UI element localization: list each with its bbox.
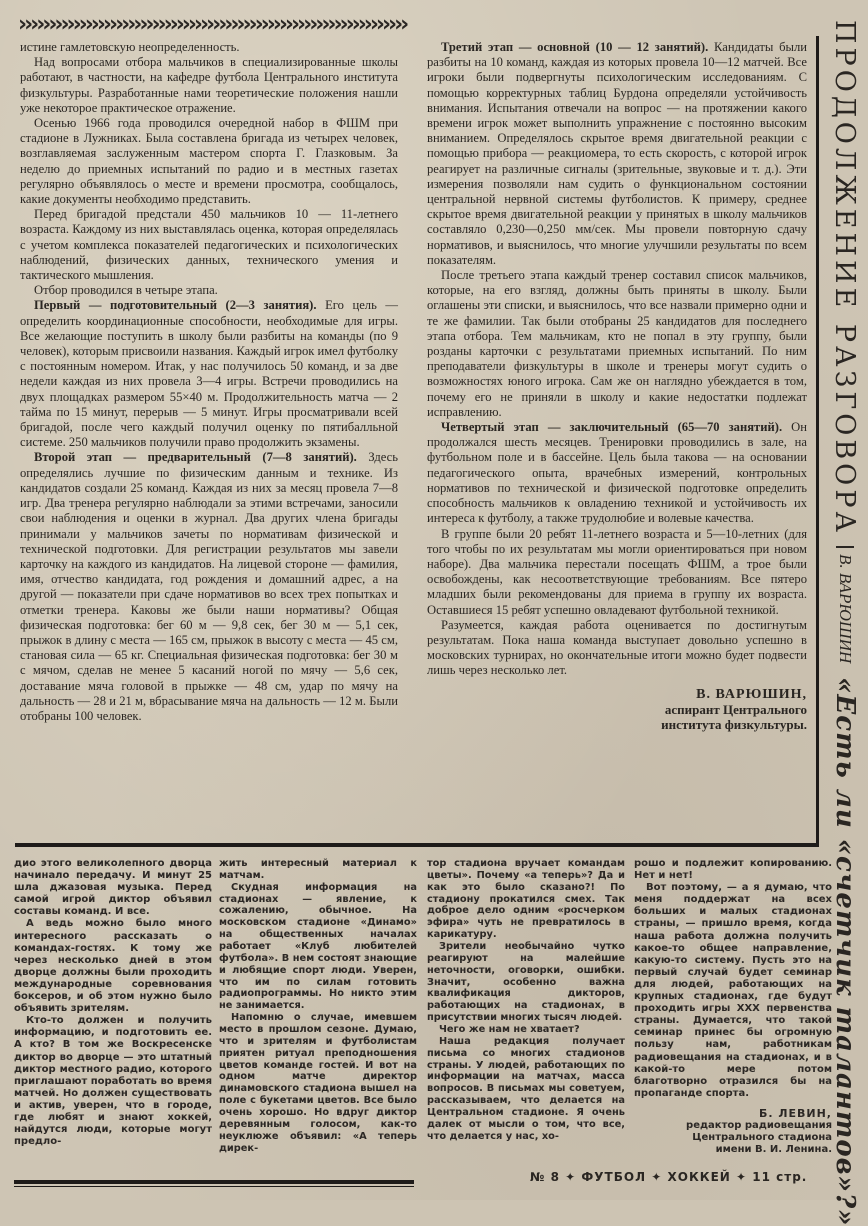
footer-rule-thin — [14, 1186, 414, 1187]
bottom-column-2 — [219, 858, 417, 1154]
bottom-column-3 — [427, 858, 625, 1143]
paragraph-text: жить интересный материал к матчам. — [219, 858, 417, 881]
paragraph — [20, 298, 398, 450]
paragraph — [427, 858, 625, 941]
paragraph — [14, 858, 212, 918]
article-column-right — [427, 40, 807, 732]
paragraph-text: Зрители необычайно чутко реагируют на малейшие неточности, оговорки, ошибки. Значит, особенно важна квалификация дикторов, работающих на стадионах, в присутствии многих тысяч людей. — [427, 941, 625, 1024]
bottom-column-1 — [14, 858, 212, 1148]
paragraph — [634, 858, 832, 882]
article-signature — [427, 687, 807, 732]
bottom-signature — [634, 1108, 832, 1156]
paragraph-lead: Первый — подготовительный (2—3 занятия). — [34, 298, 317, 313]
paragraph-text: Наша редакция получает письма со многих стадионов страны. У людей, работающих по информации на матчах, масса вопросов. В письмах мы советуем, рассказываем, что делается на Центральном стадионе. Я очень далек от мысли о том, что все, что делается у нас, хо- — [427, 1035, 625, 1142]
paragraph-text: Разумеется, каждая работа оценивается по достигнутым результатам. Пока наша команда выступает довольно успешно в московских турнирах, но окончательные итоги можно будет подвести лишь через несколько лет. — [427, 617, 807, 678]
rubric-author: В. ВАРЮШИН — [836, 546, 854, 663]
paragraph — [20, 283, 398, 298]
article-column-left — [20, 40, 398, 724]
paragraph — [219, 858, 417, 882]
paragraph-lead: Третий этап — основной (10 — 12 занятий). — [441, 40, 709, 54]
paragraph — [427, 1024, 625, 1036]
author-role-line1: аспирант Центрального — [664, 701, 807, 717]
paragraph-text: Осенью 1966 года проводился очередной набор в ФШМ при стадионе в Лужниках. Была составлена бригада из четырех человек, возглавляемая заслуженным мастером спорта Г. Глазковым. За неделю до приемных испытаний по радио и в местных газетах регулярно объявлялось о месте и времени просмотра, сообщалось, какие документы необходимо представить. — [20, 116, 398, 207]
paragraph-text: рошо и подлежит копированию. Нет и нет! — [634, 858, 832, 882]
bottom-author-name: Б. ЛЕВИН, — [758, 1106, 832, 1120]
paragraph-lead: Второй этап — предварительный (7—8 занятий). — [34, 450, 357, 465]
footer-separator-icon: ✦ — [565, 1170, 577, 1184]
paragraph-text: Над вопросами отбора мальчиков в специализированные школы работают, в частности, на кафедре футбола Центрального института физкультуры. Разработанные нами теоретические положения нашли уже некоторое практическое отражение. — [20, 55, 398, 115]
paragraph-text: Перед бригадой предстали 450 мальчиков 10 — 11-летнего возраста. Каждому из них выставлялась оценка, которая определялась с учетом комплекса показателей педагогических и психологических наблюдений, физических данных, технического умения и тактического мышления. — [20, 207, 398, 283]
paragraph-text: дио этого великолепного дворца начинало передачу. И минут 25 шла джазовая музыка. Перед самой игрой диктор объявил составы команд. И все. — [14, 858, 212, 918]
rubric-title: ПРОДОЛЖЕНИЕ РАЗГОВОРА — [829, 20, 861, 536]
paragraph-text: Его цель — определить координационные способности, необходимые для игры. Все желающие поступить в школу были разбиты на команды (по 9 человек), которым присвоили названия. Каждый игрок имел футболку с постоянным номером. Итак, у нас получилось 50 команд, и за две недели каждая из них провела 3—4 игры. Встречи проводились на двух площадках размером 55×40 м. Продолжительность матча — 2 тайма по 15 минут, перерыв — 5 минут. Игры просматривали всей бригадой, после чего каждый получил оценку по пятибалльной системе. 250 мальчиков получили право продолжить экзамены. — [20, 298, 398, 450]
bottom-column-4 — [634, 858, 832, 1156]
paragraph — [219, 882, 417, 1012]
paragraph — [219, 1012, 417, 1154]
footer-separator-icon: ✦ — [651, 1170, 663, 1184]
paragraph-text: Скудная информация на стадионах — явление, к сожалению, обычное. На московском стадионе «Динамо» на общественных началах работает «Клуб любителей футбола». В нем состоят знающие и любящие спорт люди. Уверен, что им по силам готовить радиопрограммы. Но никто этим не занимается. — [219, 881, 417, 1012]
paragraph-text: Кто-то должен и получить информацию, и подготовить ее. А кто? В том же Воскресенске диктор во дворце — это штатный диктор местного радио, которого приглашают поработать во время матчей. Но должен существовать и актив, уверен, что в городе, где любят и знают хоккей, найдутся люди, которые могут предло- — [14, 1015, 212, 1148]
paragraph — [14, 1015, 212, 1148]
paragraph-text: тор стадиона вручает командам цветы». Почему «а теперь»? Да и как это было сказано?! По стадиону прокатился смех. Так доброе дело одним «росчерком эфира» чуть не превратилось в карикатуру. — [427, 858, 625, 941]
author-role-line2: института физкультуры. — [661, 716, 807, 732]
page-footer — [530, 1170, 815, 1184]
paragraph-text: Он продолжался шесть месяцев. Тренировки проводились в зале, на футбольном поле и в бассейне. Цель была такова — на основании педагогического опыта, врачебных измерений, контрольных нормативов по технической и физической подготовке определить способность мальчиков к овладению техникой и устойчивость их интереса к футболу, а также трудолюбие и волевые качества. — [427, 420, 808, 526]
paragraph-text: В группе были 20 ребят 11-летнего возраста и 5—10-летних (для того чтобы по их результатам мы могли ориентироваться при новом наборе). Два мальчика перестали посещать ФШМ, а трое были освобождены, как несоответствующие требованиям. Все пятеро младших были рекомендованы для приема в группу их возраста. Оставшиеся 15 ребят успешно овладевают футбольной техникой. — [427, 526, 807, 617]
paragraph — [427, 1036, 625, 1143]
paragraph — [427, 268, 807, 420]
issue-number: № 8 — [530, 1170, 560, 1184]
paragraph-text: Чего же нам не хватает? — [439, 1024, 580, 1036]
paragraph — [427, 40, 807, 268]
author-name: В. ВАРЮШИН, — [696, 686, 807, 702]
bottom-author-line2: Центрального стадиона — [692, 1131, 832, 1143]
paragraph — [634, 882, 832, 1100]
paragraph-text: Отбор проводился в четыре этапа. — [34, 283, 218, 298]
paragraph-text: истине гамлетовскую неопределенность. — [20, 40, 240, 54]
paragraph — [20, 55, 398, 116]
footer-rule — [14, 1180, 414, 1184]
paragraph — [20, 40, 398, 55]
page-number: 11 стр. — [752, 1170, 808, 1184]
paragraph-text: Кандидаты были разбиты на 10 команд, каждая из которых провела 10—12 матчей. Все игроки были подвергнуты психологическим исследованиям. С помощью корректурных таблиц Бурдона определяли устойчивость внимания. Испытания отвечали на вопрос — на протяжении какого времени игрок может выполнить упражнение с постоянно высоким вниманием. Определялось скрытое время двигательной реакции с помощью прибора — реакциомера, то есть скорость, с которой игрок реагирует на различные сигналы (зрительные, звуковые и т. д.). Эти измерения позволяли нам судить о функциональном состоянии центральной нервной системы футболистов. К примеру, среднее скрытое время двигательной реакции у принятых в школу мальчиков составляло 0,230—0,250 мм/сек. Мы провели повторную сдачу нормативов, и выяснилось, что многие улучшили результаты по всем показателям. — [427, 40, 807, 267]
article-column-right-body — [427, 40, 807, 679]
horizontal-divider — [15, 843, 819, 847]
bottom-column-4-body — [634, 858, 832, 1100]
paragraph-text: А ведь можно было много интересного рассказать о командах-гостях. К тому же через несколько дней в этом дворце должны были проходить международные соревнования боксеров, и об этом нужно было объявить зрителям. — [14, 918, 212, 1015]
footer-section-football: ФУТБОЛ — [581, 1170, 647, 1184]
paragraph — [427, 941, 625, 1024]
vertical-divider — [816, 36, 819, 843]
paragraph — [20, 116, 398, 207]
bottom-author-line1: редактор радиовещания — [686, 1119, 832, 1131]
paragraph — [14, 918, 212, 1015]
footer-section-hockey: ХОККЕЙ — [667, 1170, 731, 1184]
footer-separator-icon: ✦ — [736, 1170, 748, 1184]
paragraph-lead: Четвертый этап — заключительный (65—70 занятий). — [441, 420, 783, 435]
paragraph-text: После третьего этапа каждый тренер составил список мальчиков, которые, на его взгляд, должны быть приняты в школу. Были оглашены эти списки, и выяснилось, что все назвали примерно одни и те же фамилии. Так были отобраны 25 кандидатов для последнего этапа отбора. Тем мальчикам, кто не попал в эту группу, были розданы карточки с результатами приемных испытаний. По ним преподаватели физкультуры в школе и тренеры могут судить о возможностях юного игрока. Сам же он наглядно убеждается в том, почему его не приняли в школу и какие недостатки подлежат исправлению. — [427, 268, 807, 419]
bottom-author-line3: имени В. И. Ленина. — [715, 1143, 832, 1155]
paragraph — [427, 618, 807, 679]
chevron-border-decoration: ›››››››››››››››››››››››››››››››››››››››››››››››››››››››››››››››› — [18, 14, 407, 36]
paragraph-text: Напомню о случае, имевшем место в прошлом сезоне. Думаю, что и зрителям и футболистам приятен ритуал преподношения цветов команде гостей. И вот на одном матче директор динамовского стадиона вышел на поле с букетами цветов. Все было очень хорошо. Но вдруг диктор деревянным голосом, как-то неуклюже объявил: «А теперь дирек- — [219, 1012, 417, 1154]
article-headline: «Есть ли «счетчик талантов»?» — [830, 677, 860, 1226]
paragraph-text: Вот поэтому, — а я думаю, что меня поддержат на всех больших и малых стадионах страны, — пришло время, когда наша работа должна получить какое-то общее направление, какую-то систему. Пусть это на первый случай будет семинар для людей, работающих на крупных стадионах, где будут проходить игры XXX первенства страны. Думается, что такой семинар принес бы огромную пользу нам, работникам радиовещания на стадионах, и в какой-то мере потом благотворно отразился бы на пропаганде спорта. — [634, 882, 832, 1099]
paragraph-text: Здесь определялись лучшие по физическим данным и технике. Из кандидатов создали 25 команд. Каждая из них за месяц провела 7—8 игр. Два тренера регулярно наблюдали за этими встречами, заносили свои наблюдения и оценки в журнал. Два других члена бригады принимали у мальчиков зачеты по нормативам физической и технической подготовки. Для регистрации результатов мы завели карточку на каждого из кандидатов. На лицевой стороне — фамилия, имя, отчество кандидата, год рождения и домашний адрес, а на другой — показатели при сдаче нормативов во всех трех попытках и отметки тренера. Каковы же были наши нормативы? Общая физическая подготовка: бег 60 м — 9,8 сек, бег 30 м — 5,1 сек, прыжок в длину с места — 165 см, прыжок в высоту с места — 45 см, становая сила — 65 кг. Специальная физическая подготовка: бег 30 м с мячом, сделав не менее 5 касаний ногой по мячу — 5,6 сек, доставание мяча головой в прыжке — 48 см, удар по мячу на дальность — 28 и 21 м, вбрасывание мяча на дальность — 12 м. Были отобраны 100 человек. — [20, 450, 399, 723]
paragraph — [427, 420, 807, 526]
paragraph — [20, 207, 398, 283]
paragraph — [427, 527, 807, 618]
paragraph — [20, 450, 398, 724]
